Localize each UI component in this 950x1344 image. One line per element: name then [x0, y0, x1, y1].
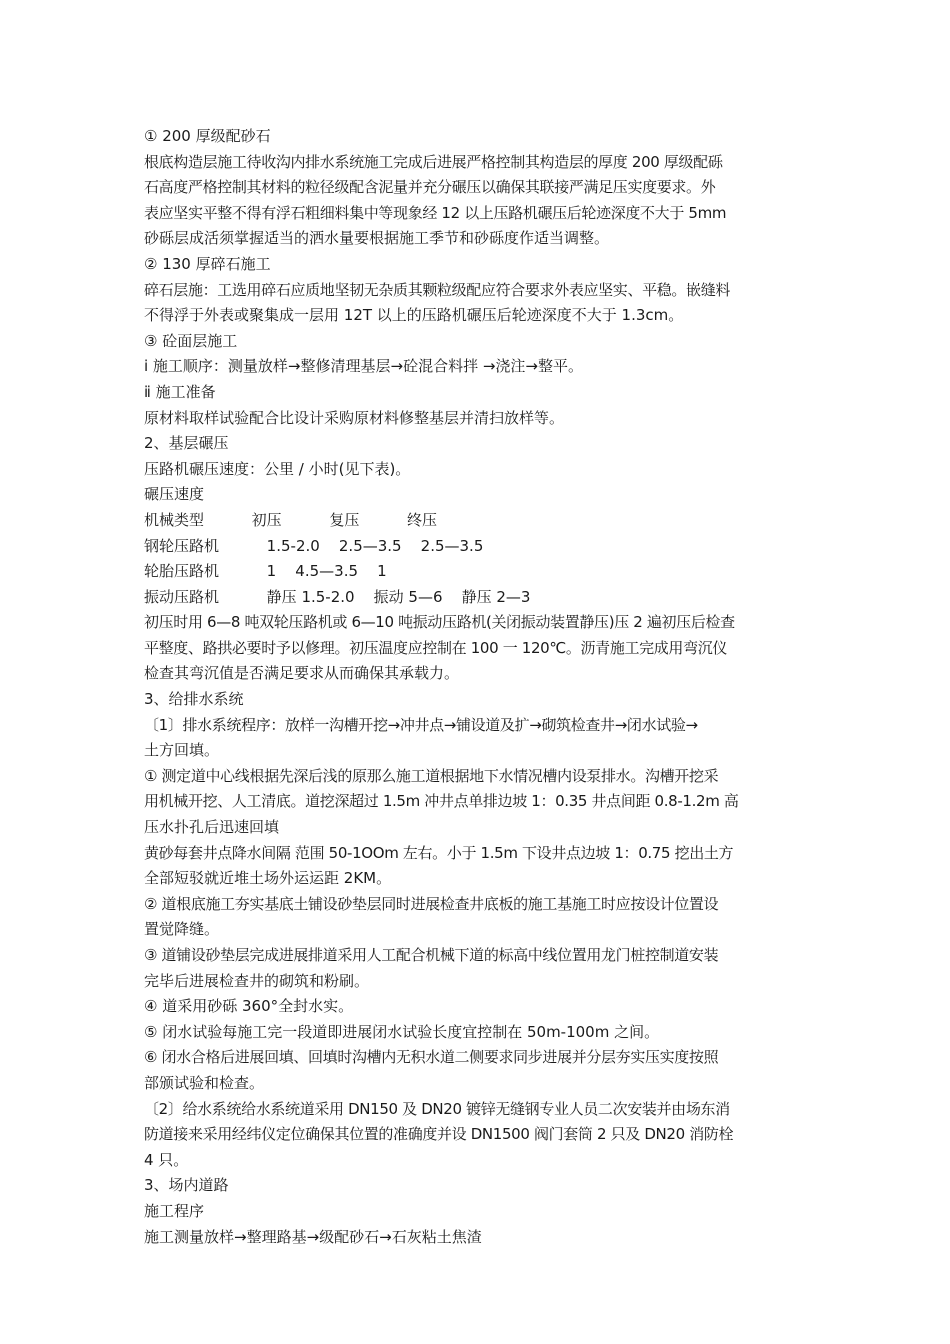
table-header-row: 机械类型 初压 复压 终压: [144, 510, 438, 529]
paragraph-line: 用机械开挖、人工清底。道挖深超过 1.5m 冲井点单排边坡 1：0.35 井点间距 0.8-1.2m 高: [144, 792, 739, 811]
paragraph-line: ① 测定道中心线根据先深后浅的原那么施工道根据地下水情况槽内设泵排水。沟槽开挖采: [144, 766, 719, 785]
heading-concrete-surface: ③ 砼面层施工: [144, 331, 238, 350]
list-item: ⅱ 施工准备: [144, 382, 216, 401]
paragraph-line: 黄砂每套井点降水间隔 范围 50-1OOm 左右。小于 1.5m 下设井点边坡 1：0.75 挖出土方: [144, 843, 734, 862]
paragraph-line: 完毕后进展检查井的砌筑和粉刷。: [144, 971, 370, 990]
list-item: ⅰ 施工顺序：测量放样→整修清理基层→砼混合料拌 →浇注→整平。: [144, 357, 583, 376]
table-caption: 碾压速度: [144, 485, 205, 504]
paragraph-line: 不得浮于外表或聚集成一层用 12T 以上的压路机碾压后轮迹深度不大于 1.3cm。: [144, 306, 684, 325]
paragraph-line: 防道接来采用经纬仪定位确保其位置的准确度并设 DN1500 阀门套筒 2 只及 DN20 消防栓: [144, 1125, 734, 1144]
paragraph-line: ⑥ 闭水合格后进展回填、回填时沟槽内无积水道二侧要求同步进展并分层夯实压实度按照: [144, 1048, 719, 1067]
paragraph-line: 部颁试验和检查。: [144, 1073, 265, 1092]
paragraph-line: 碎石层施：工选用碎石应质地坚韧无杂质其颗粒级配应符合要求外表应坚实、平稳。嵌缝料: [144, 280, 731, 299]
paragraph-line: 置觉降缝。: [144, 920, 220, 939]
paragraph-line: 石高度严格控制其材料的粒径级配含泥量并充分碾压以确保其联接严满足压实度要求。外: [144, 178, 716, 197]
paragraph-line: 检查其弯沉值是否满足要求从而确保其承载力。: [144, 664, 460, 683]
table-row: 轮胎压路机 1 4.5—3.5 1: [144, 562, 387, 581]
paragraph-line: 初压时用 6—8 吨双轮压路机或 6—10 吨振动压路机(关闭振动装置静压)压 2 遍初压后检查: [144, 613, 735, 632]
paragraph-line: 〔1〕排水系统程序：放样一沟槽开挖→冲井点→铺设道及扩→砌筑检查井→闭水试验→: [144, 715, 698, 734]
paragraph-line: 施工测量放样→整理路基→级配砂石→石灰粘土焦渣: [144, 1227, 482, 1246]
heading-graded-sand-gravel: ① 200 厚级配砂石: [144, 127, 271, 145]
paragraph-line: 全部短驳就近堆土场外运运距 2KM。: [144, 869, 392, 888]
paragraph-line: 原材料取样试验配合比设计采购原材料修整基层并清扫放样等。: [144, 408, 565, 427]
paragraph-line: 压水扑孔后迅速回填: [144, 818, 280, 837]
paragraph-line: 土方回填。: [144, 741, 220, 760]
paragraph-line: 平整度、路拱必要时予以修理。初压温度应控制在 100 一 120℃。沥青施工完成用弯沉仪: [144, 638, 728, 657]
paragraph-line: ② 道根底施工夯实基底土铺设砂垫层同时进展检查井底板的施工基施工时应按设计位置设: [144, 894, 719, 913]
subheading-construction-procedure: 施工程序: [144, 1201, 205, 1220]
table-row: 钢轮压路机 1.5-2.0 2.5—3.5 2.5—3.5: [144, 536, 484, 555]
paragraph-line: ④ 道采用砂砾 360°全封水实。: [144, 997, 354, 1016]
paragraph-line: ③ 道铺设砂垫层完成进展排道采用人工配合机械下道的标高中线位置用龙门桩控制道安装: [144, 946, 719, 964]
paragraph-line: 表应坚实平整不得有浮石粗细料集中等现象经 12 以上压路机碾压后轮迹深度不大于 5mm: [144, 203, 727, 222]
paragraph-line: ⑤ 闭水试验每施工完一段道即进展闭水试验长度宜控制在 50m-100m 之间。: [144, 1022, 660, 1041]
table-row: 振动压路机 静压 1.5-2.0 振动 5—6 静压 2—3: [144, 587, 531, 606]
paragraph-line: 根底构造层施工待收沟内排水系统施工完成后进展严格控制其构造层的厚度 200 厚级配砾: [144, 152, 723, 171]
section-heading-water-supply-drainage: 3、给排水系统: [144, 690, 244, 709]
heading-crushed-stone: ② 130 厚碎石施工: [144, 254, 271, 273]
paragraph-line: 4 只。: [144, 1150, 189, 1169]
paragraph-line: 压路机碾压速度：公里 / 小时(见下表)。: [144, 459, 411, 478]
document-body: [144, 124, 812, 1250]
paragraph-line: 砂砾层成活须掌握适当的洒水量要根据施工季节和砂砾度作适当调整。: [144, 229, 610, 248]
section-heading-site-roads: 3、场内道路: [144, 1176, 229, 1195]
paragraph-line: 〔2〕给水系统给水系统道采用 DN150 及 DN20 镀锌无缝钢专业人员二次安装并由场东消: [144, 1099, 730, 1118]
section-heading-base-compaction: 2、基层碾压: [144, 434, 229, 453]
